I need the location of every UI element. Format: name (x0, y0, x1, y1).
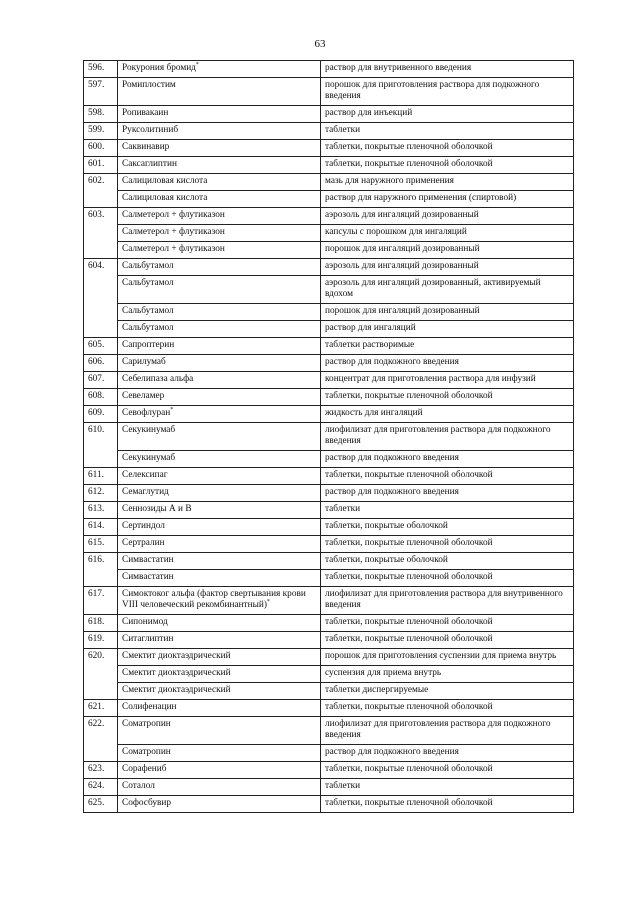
drug-name: Ромиплостим (122, 80, 176, 90)
drug-name: Симвастатин (122, 555, 174, 565)
table-row (84, 717, 574, 745)
table-row (84, 451, 574, 468)
drug-name: Сипонимод (122, 617, 168, 627)
table-row (84, 796, 574, 813)
drug-name-cell (118, 745, 321, 762)
row-number: 598. (84, 106, 118, 123)
footnote-mark: * (195, 61, 199, 68)
drug-name-cell (118, 123, 321, 140)
table-row (84, 355, 574, 372)
dosage-form: раствор для подкожного введения (321, 485, 574, 502)
table-row (84, 553, 574, 570)
drug-table (83, 60, 574, 813)
drug-name: Семаглутид (122, 487, 169, 497)
row-number: 621. (84, 700, 118, 717)
drug-name: Селексипаг (122, 470, 168, 480)
drug-name-cell (118, 61, 321, 78)
drug-name-cell (118, 468, 321, 485)
row-number: 625. (84, 796, 118, 813)
drug-name: Сальбутамол (122, 306, 174, 316)
dosage-form: таблетки, покрытые пленочной оболочкой (321, 632, 574, 649)
row-number (84, 321, 118, 338)
drug-name-cell (118, 762, 321, 779)
drug-name: Смектит диоктаэдрический (122, 685, 231, 695)
row-number: 616. (84, 553, 118, 570)
row-number: 607. (84, 372, 118, 389)
table-row (84, 191, 574, 208)
table-row (84, 225, 574, 242)
drug-name: Сертиндол (122, 521, 165, 531)
drug-name: Себелипаза альфа (122, 374, 194, 384)
dosage-form: таблетки растворимые (321, 338, 574, 355)
drug-name: Соматропин (122, 719, 171, 729)
drug-name-cell (118, 259, 321, 276)
table-row (84, 140, 574, 157)
dosage-form: таблетки, покрытые пленочной оболочкой (321, 570, 574, 587)
drug-name-cell (118, 615, 321, 632)
drug-name: Сеннозиды А и В (122, 504, 192, 514)
drug-name-cell (118, 78, 321, 106)
drug-name-cell (118, 796, 321, 813)
dosage-form: капсулы с порошком для ингаляций (321, 225, 574, 242)
drug-name-cell (118, 502, 321, 519)
dosage-form: таблетки, покрытые пленочной оболочкой (321, 536, 574, 553)
drug-name: Сальбутамол (122, 261, 174, 271)
row-number (84, 745, 118, 762)
drug-name: Симвастатин (122, 572, 174, 582)
table-row (84, 406, 574, 423)
dosage-form: раствор для инъекций (321, 106, 574, 123)
table-row (84, 649, 574, 666)
drug-name: Сарилумаб (122, 357, 166, 367)
drug-name-cell (118, 485, 321, 502)
dosage-form: аэрозоль для ингаляций дозированный (321, 259, 574, 276)
drug-name: Саквинавир (122, 142, 170, 152)
table-row (84, 123, 574, 140)
dosage-form: раствор для подкожного введения (321, 745, 574, 762)
drug-name-cell (118, 423, 321, 451)
drug-name: Соматропин (122, 747, 171, 757)
dosage-form: таблетки, покрытые пленочной оболочкой (321, 762, 574, 779)
dosage-form: таблетки, покрытые оболочкой (321, 519, 574, 536)
table-row (84, 338, 574, 355)
drug-name: Сальбутамол (122, 278, 174, 288)
drug-name-cell (118, 451, 321, 468)
row-number: 599. (84, 123, 118, 140)
drug-name: Рокурония бромид (122, 63, 196, 73)
drug-name-cell (118, 389, 321, 406)
dosage-form: лиофилизат для приготовления раствора для подкожного введения (321, 717, 574, 745)
table-row (84, 61, 574, 78)
table-row (84, 242, 574, 259)
drug-name: Руксолитиниб (122, 125, 179, 135)
dosage-form: таблетки, покрытые пленочной оболочкой (321, 389, 574, 406)
drug-name-cell (118, 276, 321, 304)
row-number (84, 570, 118, 587)
dosage-form: таблетки, покрытые оболочкой (321, 553, 574, 570)
dosage-form: таблетки (321, 502, 574, 519)
dosage-form: порошок для ингаляций дозированный (321, 242, 574, 259)
drug-name: Соталол (122, 781, 155, 791)
dosage-form: порошок для приготовления суспензии для приема внутрь (321, 649, 574, 666)
drug-name-cell (118, 779, 321, 796)
row-number (84, 683, 118, 700)
drug-name: Сертралин (122, 538, 165, 548)
row-number: 604. (84, 259, 118, 276)
row-number: 615. (84, 536, 118, 553)
table-row (84, 468, 574, 485)
row-number (84, 276, 118, 304)
row-number: 603. (84, 208, 118, 225)
dosage-form: порошок для ингаляций дозированный (321, 304, 574, 321)
drug-name: Ропивакаин (122, 108, 169, 118)
table-row (84, 632, 574, 649)
drug-name: Софосбувир (122, 798, 172, 808)
table-row (84, 372, 574, 389)
dosage-form: лиофилизат для приготовления раствора для подкожного введения (321, 423, 574, 451)
row-number (84, 304, 118, 321)
table-row (84, 78, 574, 106)
table-row (84, 536, 574, 553)
drug-name: Симоктоког альфа (фактор свертывания крови VIII человеческий рекомбинантный) (122, 589, 306, 610)
table-row (84, 762, 574, 779)
table-row (84, 779, 574, 796)
drug-name-cell (118, 140, 321, 157)
drug-name-cell (118, 157, 321, 174)
table-row (84, 485, 574, 502)
drug-name: Солифенацин (122, 702, 177, 712)
row-number: 617. (84, 587, 118, 615)
drug-name: Сальбутамол (122, 323, 174, 333)
table-row (84, 174, 574, 191)
drug-name-cell (118, 208, 321, 225)
row-number: 606. (84, 355, 118, 372)
drug-name-cell (118, 304, 321, 321)
drug-name: Сорафениб (122, 764, 167, 774)
row-number: 605. (84, 338, 118, 355)
drug-name: Севофлуран (122, 408, 171, 418)
row-number: 614. (84, 519, 118, 536)
table-row (84, 389, 574, 406)
drug-name: Салициловая кислота (122, 176, 208, 186)
drug-name-cell (118, 355, 321, 372)
table-row (84, 587, 574, 615)
drug-name-cell (118, 174, 321, 191)
row-number: 596. (84, 61, 118, 78)
row-number: 601. (84, 157, 118, 174)
row-number: 597. (84, 78, 118, 106)
page-number: 63 (314, 38, 326, 50)
table-row (84, 304, 574, 321)
row-number: 600. (84, 140, 118, 157)
dosage-form: порошок для приготовления раствора для подкожного введения (321, 78, 574, 106)
table-row (84, 208, 574, 225)
drug-table-body (84, 61, 574, 813)
drug-name: Саксаглиптин (122, 159, 177, 169)
drug-name-cell (118, 372, 321, 389)
drug-name-cell (118, 570, 321, 587)
drug-name-cell (118, 406, 321, 423)
table-row (84, 745, 574, 762)
dosage-form: жидкость для ингаляций (321, 406, 574, 423)
row-number: 619. (84, 632, 118, 649)
table-row (84, 570, 574, 587)
drug-name: Салициловая кислота (122, 193, 208, 203)
drug-name-cell (118, 700, 321, 717)
dosage-form: таблетки, покрытые пленочной оболочкой (321, 615, 574, 632)
table-row (84, 276, 574, 304)
dosage-form: таблетки, покрытые пленочной оболочкой (321, 468, 574, 485)
dosage-form: таблетки, покрытые пленочной оболочкой (321, 700, 574, 717)
drug-name: Салметерол + флутиказон (122, 210, 225, 220)
drug-name: Ситаглиптин (122, 634, 174, 644)
dosage-form: раствор для подкожного введения (321, 451, 574, 468)
dosage-form: таблетки диспергируемые (321, 683, 574, 700)
dosage-form: раствор для наружного применения (спиртовой) (321, 191, 574, 208)
row-number: 622. (84, 717, 118, 745)
table-row (84, 666, 574, 683)
table-row (84, 157, 574, 174)
row-number: 623. (84, 762, 118, 779)
dosage-form: мазь для наружного применения (321, 174, 574, 191)
table-row (84, 615, 574, 632)
table-row (84, 321, 574, 338)
drug-name: Секукинумаб (122, 453, 176, 463)
dosage-form: раствор для подкожного введения (321, 355, 574, 372)
dosage-form: таблетки, покрытые пленочной оболочкой (321, 796, 574, 813)
row-number (84, 225, 118, 242)
drug-name-cell (118, 683, 321, 700)
table-row (84, 259, 574, 276)
row-number: 624. (84, 779, 118, 796)
table-row (84, 519, 574, 536)
table-row (84, 700, 574, 717)
footnote-mark: * (266, 598, 270, 605)
drug-name-cell (118, 587, 321, 615)
drug-name-cell (118, 553, 321, 570)
dosage-form: суспензия для приема внутрь (321, 666, 574, 683)
row-number: 608. (84, 389, 118, 406)
drug-name-cell (118, 242, 321, 259)
row-number: 620. (84, 649, 118, 666)
row-number (84, 666, 118, 683)
drug-name-cell (118, 536, 321, 553)
dosage-form: аэрозоль для ингаляций дозированный, активируемый вдохом (321, 276, 574, 304)
row-number: 602. (84, 174, 118, 191)
row-number (84, 191, 118, 208)
drug-name-cell (118, 632, 321, 649)
drug-name: Секукинумаб (122, 425, 176, 435)
footnote-mark: * (170, 406, 174, 413)
drug-name-cell (118, 106, 321, 123)
dosage-form: лиофилизат для приготовления раствора для внутривенного введения (321, 587, 574, 615)
drug-name-cell (118, 321, 321, 338)
row-number: 613. (84, 502, 118, 519)
drug-name-cell (118, 225, 321, 242)
dosage-form: раствор для ингаляций (321, 321, 574, 338)
table-row (84, 423, 574, 451)
drug-name-cell (118, 338, 321, 355)
row-number (84, 451, 118, 468)
drug-name-cell (118, 717, 321, 745)
drug-name-cell (118, 649, 321, 666)
drug-name: Салметерол + флутиказон (122, 244, 225, 254)
row-number: 609. (84, 406, 118, 423)
dosage-form: концентрат для приготовления раствора для инфузий (321, 372, 574, 389)
dosage-form: таблетки (321, 779, 574, 796)
drug-name: Салметерол + флутиказон (122, 227, 225, 237)
dosage-form: аэрозоль для ингаляций дозированный (321, 208, 574, 225)
drug-name-cell (118, 666, 321, 683)
table-row (84, 106, 574, 123)
dosage-form: таблетки (321, 123, 574, 140)
row-number: 612. (84, 485, 118, 502)
row-number: 618. (84, 615, 118, 632)
drug-name-cell (118, 191, 321, 208)
row-number (84, 242, 118, 259)
table-row (84, 502, 574, 519)
table-row (84, 683, 574, 700)
dosage-form: таблетки, покрытые пленочной оболочкой (321, 157, 574, 174)
dosage-form: таблетки, покрытые пленочной оболочкой (321, 140, 574, 157)
drug-name: Севеламер (122, 391, 165, 401)
row-number: 611. (84, 468, 118, 485)
drug-name: Сапроптерин (122, 340, 175, 350)
row-number: 610. (84, 423, 118, 451)
drug-name: Смектит диоктаэдрический (122, 651, 231, 661)
drug-name: Смектит диоктаэдрический (122, 668, 231, 678)
drug-name-cell (118, 519, 321, 536)
dosage-form: раствор для внутривенного введения (321, 61, 574, 78)
